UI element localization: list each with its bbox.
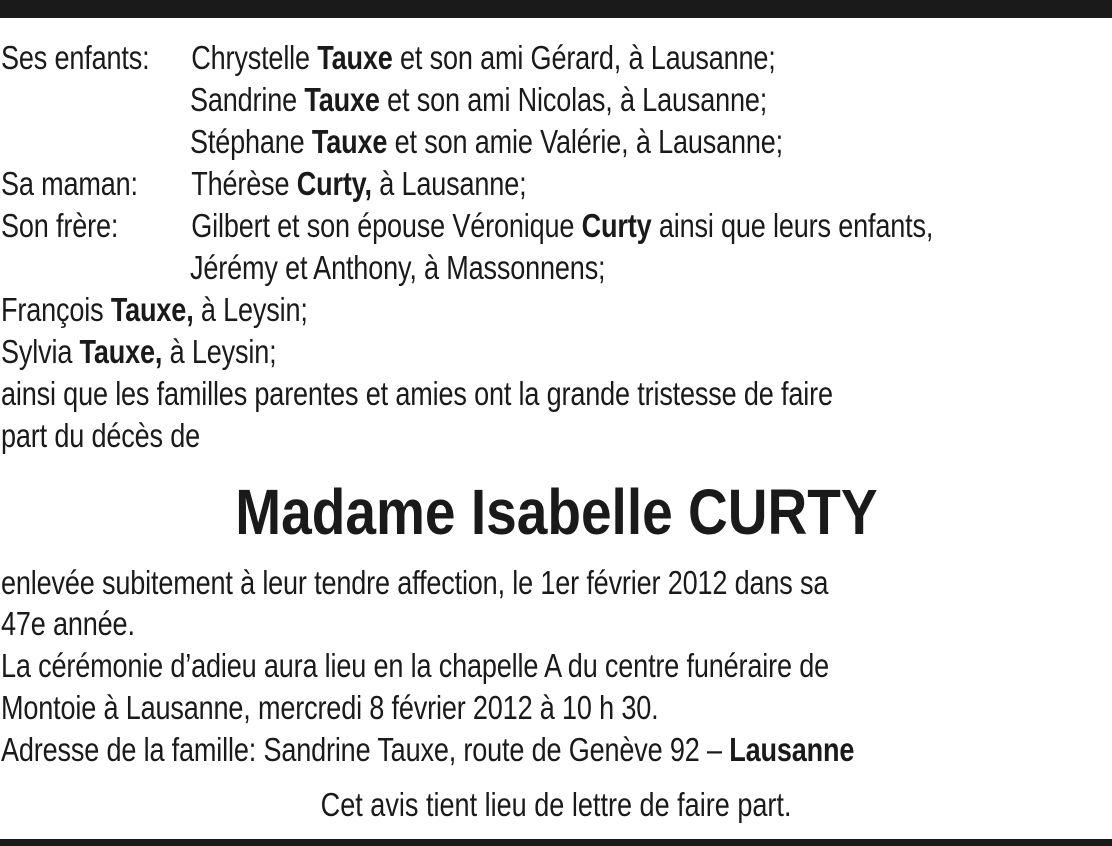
details-line-1: enlevée subitement à leur tendre affection, le 1er février 2012 dans sa xyxy=(1,564,829,601)
bottom-rule xyxy=(0,839,1112,846)
family-line-brother: Son frère: Gilbert et son épouse Véronique Curty ainsi que leurs enfants, xyxy=(1,207,934,244)
family-line-sylvia: Sylvia Tauxe, à Leysin; xyxy=(1,333,277,370)
family-line-nephews: Jérémy et Anthony, à Massonnens; xyxy=(190,249,606,286)
ceremony-line-1: La cérémonie d’adieu aura lieu en la chapelle A du centre funéraire de xyxy=(1,647,829,684)
family-line-children-3: Stéphane Tauxe et son amie Valérie, à Lausanne; xyxy=(190,123,784,160)
family-address: Adresse de la famille: Sandrine Tauxe, route de Genève 92 – Lausanne xyxy=(1,731,855,768)
closing-note: Cet avis tient lieu de lettre de faire part. xyxy=(320,786,792,823)
intro-line-1: ainsi que les familles parentes et amies ont la grande tristesse de faire xyxy=(1,375,833,412)
family-line-mother: Sa maman: Thérèse Curty, à Lausanne; xyxy=(1,165,527,202)
details-line-2: 47e année. xyxy=(1,605,135,642)
top-rule xyxy=(0,0,1112,18)
intro-line-2: part du décès de xyxy=(1,417,200,454)
family-line-francois: François Tauxe, à Leysin; xyxy=(1,291,308,328)
ceremony-line-2: Montoie à Lausanne, mercredi 8 février 2012 à 10 h 30. xyxy=(1,689,659,726)
deceased-name: Madame Isabelle CURTY xyxy=(234,476,878,548)
family-line-children-1: Ses enfants: Chrystelle Tauxe et son ami Gérard, à Lausanne; xyxy=(1,39,776,76)
family-line-children-2: Sandrine Tauxe et son ami Nicolas, à Lausanne; xyxy=(190,81,768,118)
